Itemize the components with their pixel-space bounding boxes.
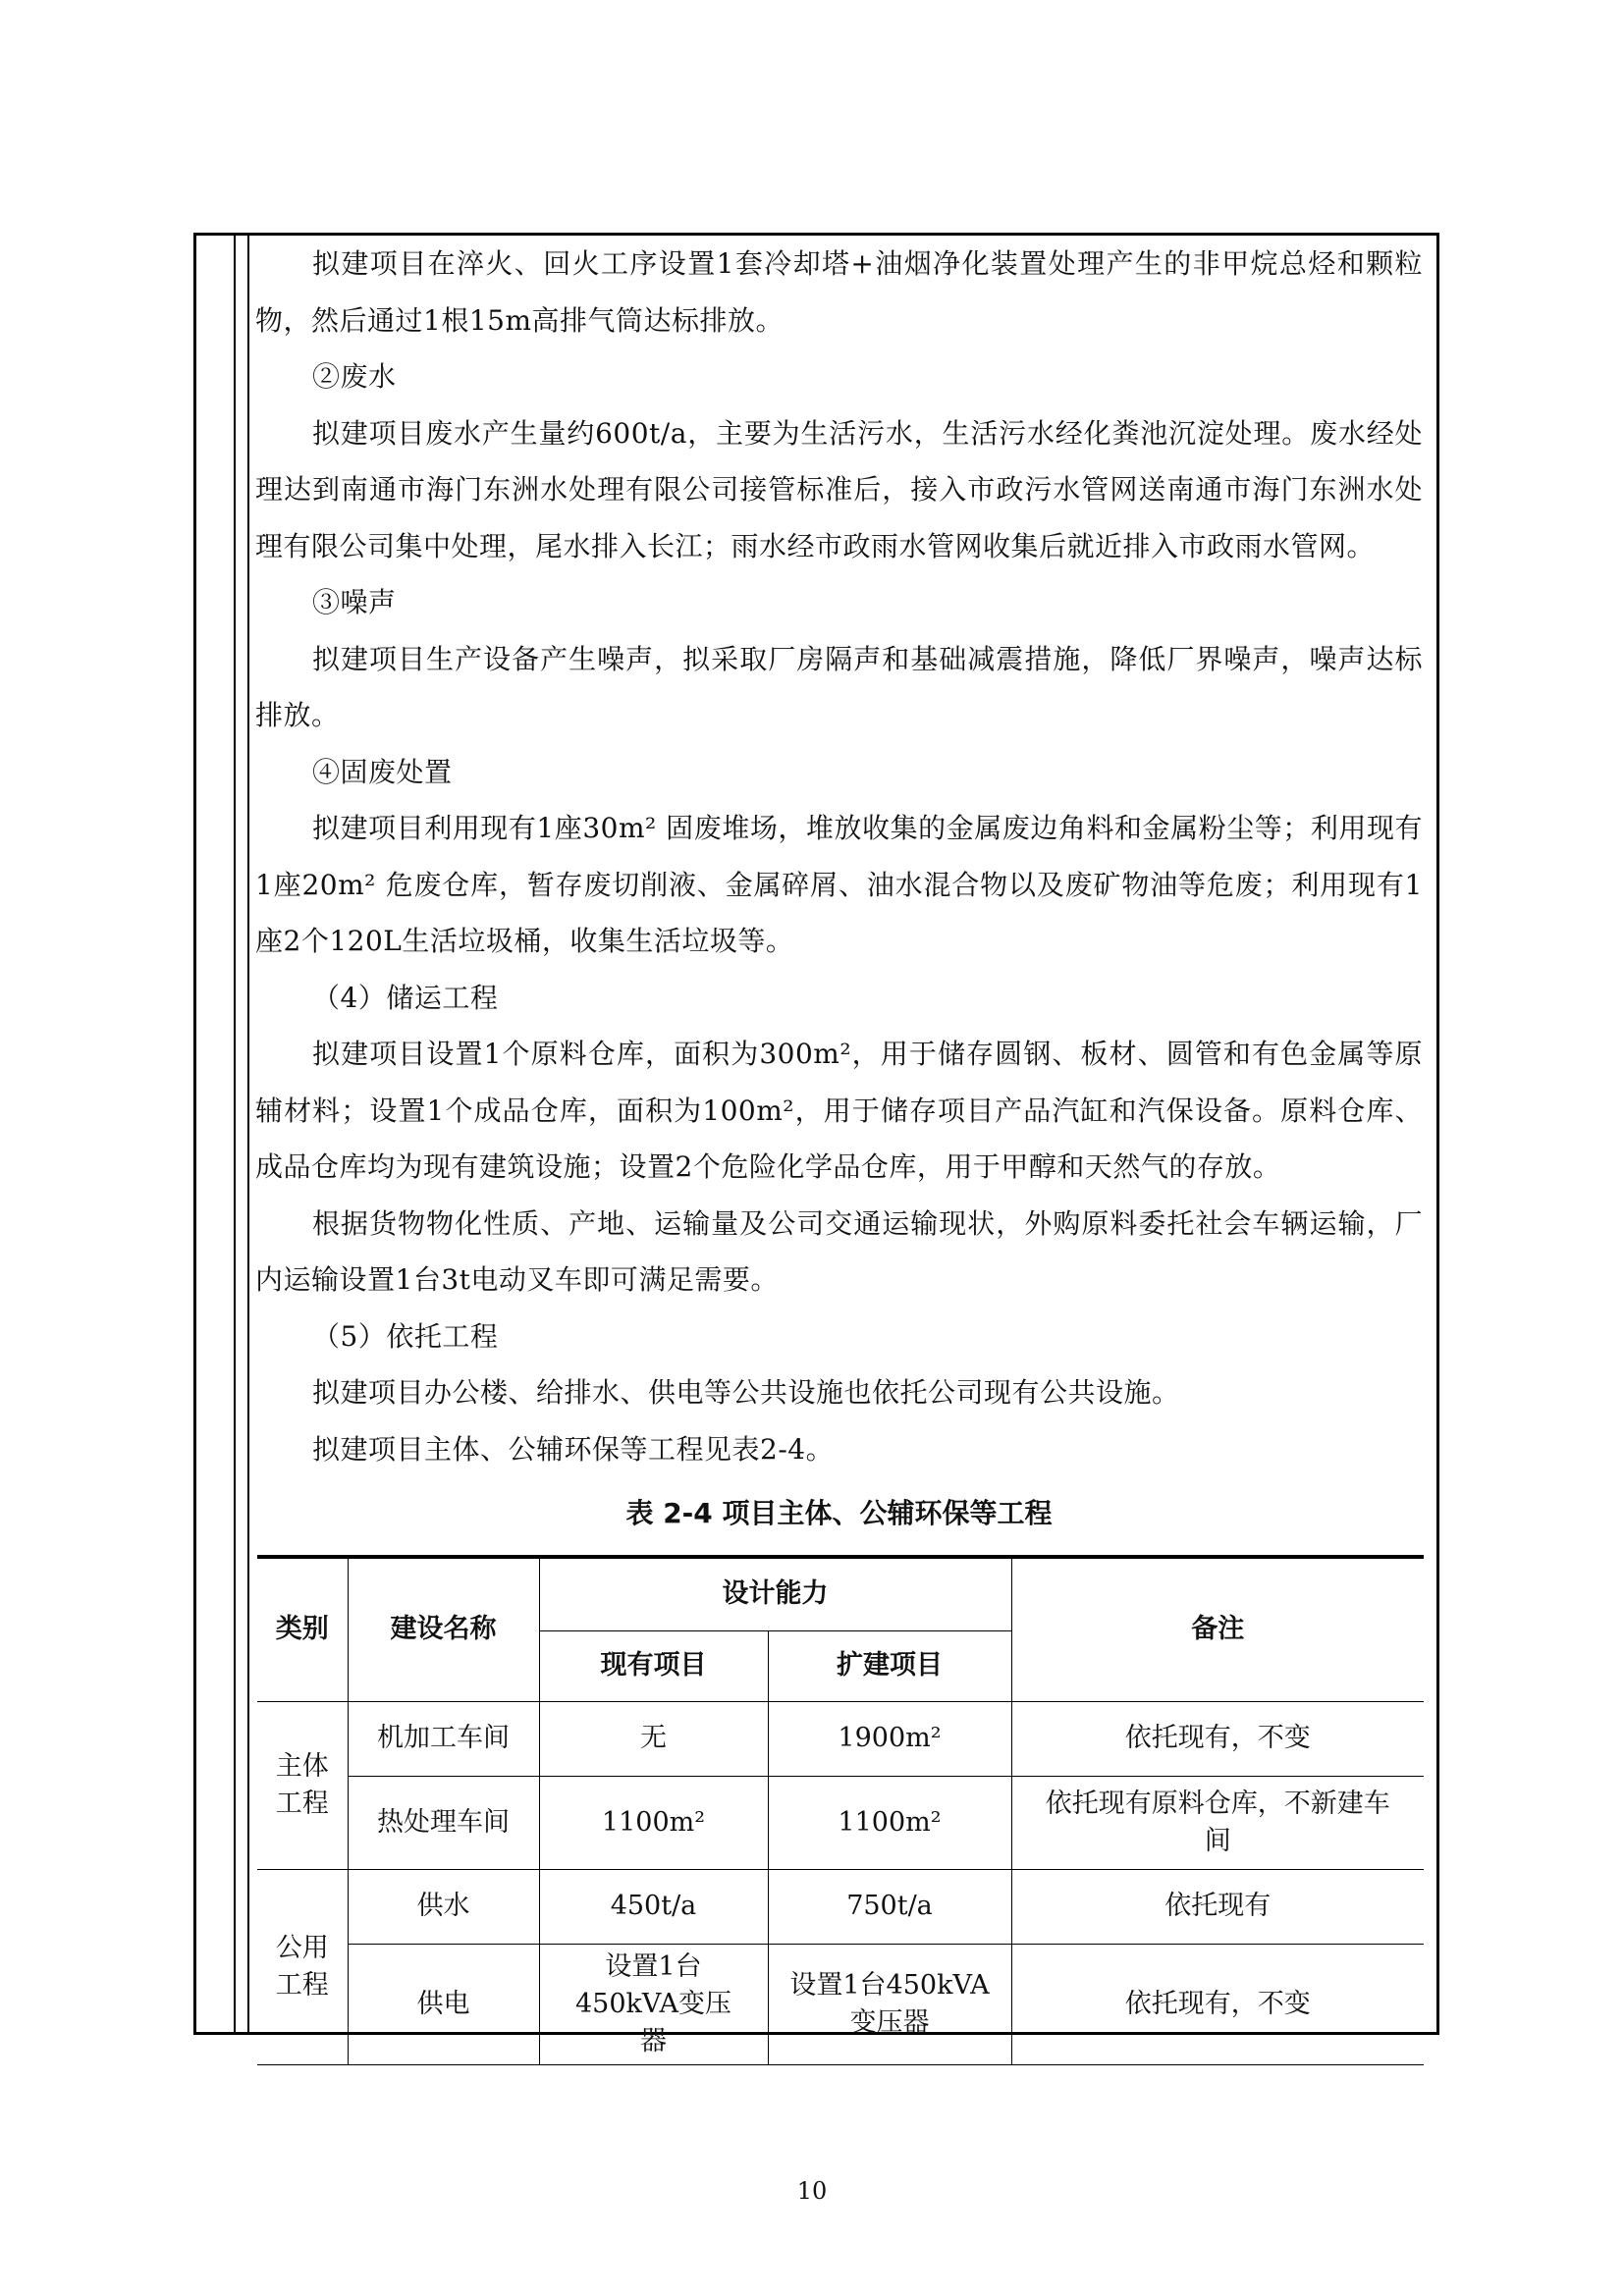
- left-column-rule: [234, 236, 249, 2032]
- header-remarks: 备注: [1011, 1557, 1424, 1701]
- heading-wastewater: ②废水: [312, 360, 397, 393]
- paragraph-exhaust: 拟建项目在淬火、回火工序设置1套冷却塔+油烟净化装置处理产生的非甲烷总烃和颗粒物，然后通过1根15m高排气筒达标排放。: [255, 247, 1423, 337]
- category-cell: 公用工程: [257, 1869, 348, 2064]
- table-cell-expansion: 1100m²: [768, 1776, 1011, 1869]
- table-cell-expansion: 1900m²: [768, 1701, 1011, 1776]
- table-cell-name: 热处理车间: [348, 1776, 539, 1869]
- paragraph-solid-waste: 拟建项目利用现有1座30m² 固废堆场，堆放收集的金属废边角料和金属粉尘等；利用现有1座20m² 危废仓库，暂存废切削液、金属碎屑、油水混合物以及废矿物油等危废；利用现有1座2个120L生活垃圾桶，收集生活垃圾等。: [255, 812, 1423, 957]
- paragraph-support: 拟建项目办公楼、给排水、供电等公共设施也依托公司现有公共设施。: [312, 1376, 1180, 1409]
- table-cell-remarks: 依托现有，不变: [1011, 1701, 1424, 1776]
- page-number: 10: [796, 2177, 828, 2205]
- table-cell-remarks: 依托现有: [1011, 1869, 1424, 1944]
- header-existing: 现有项目: [539, 1630, 768, 1701]
- heading-solid-waste: ④固废处置: [312, 755, 453, 788]
- category-cell: 主体工程: [257, 1701, 348, 1869]
- table-cell-remarks: 依托现有原料仓库，不新建车间: [1011, 1776, 1424, 1869]
- header-name: 建设名称: [348, 1557, 539, 1701]
- table-cell-existing: 450t/a: [539, 1869, 768, 1944]
- paragraph-noise: 拟建项目生产设备产生噪声，拟采取厂房隔声和基础减震措施，降低厂界噪声，噪声达标排放。: [255, 642, 1423, 731]
- table-cell-expansion: 750t/a: [768, 1869, 1011, 1944]
- table-cell-existing: 无: [539, 1701, 768, 1776]
- table-title: 表 2-4 项目主体、公辅环保等工程: [625, 1497, 1053, 1529]
- table-cell-name: 供水: [348, 1869, 539, 1944]
- header-category: 类别: [257, 1557, 348, 1701]
- paragraph-transport: 根据货物物化性质、产地、运输量及公司交通运输现状，外购原料委托社会车辆运输，厂内运输设置1台3t电动叉车即可满足需要。: [255, 1206, 1423, 1296]
- heading-support: （5）依托工程: [312, 1319, 499, 1353]
- table-cell-expansion: 设置1台450kVA变压器: [768, 1944, 1011, 2064]
- paragraph-wastewater: 拟建项目废水产生量约600t/a，主要为生活污水，生活污水经化粪池沉淀处理。废水经处理达到南通市海门东洲水处理有限公司接管标准后，接入市政污水管网送南通市海门东洲水处理有限公司集中处理，尾水排入长江；雨水经市政雨水管网收集后就近排入市政雨水管网。: [255, 416, 1423, 562]
- table-cell-existing: 1100m²: [539, 1776, 768, 1869]
- content-frame: [193, 233, 1439, 2056]
- table-cell-name: 机加工车间: [348, 1701, 539, 1776]
- engineering-table: [257, 1555, 1424, 2065]
- table-cell-remarks: 依托现有，不变: [1011, 1944, 1424, 2064]
- table-cell-name: 供电: [348, 1944, 539, 2064]
- header-expansion: 扩建项目: [768, 1630, 1011, 1701]
- content-area: [255, 236, 1423, 2065]
- table-cell-existing: 设置1台450kVA变压器: [539, 1944, 768, 2064]
- paragraph-storage: 拟建项目设置1个原料仓库，面积为300m²，用于储存圆钢、板材、圆管和有色金属等原辅材料；设置1个成品仓库，面积为100m²，用于储存项目产品汽缸和汽保设备。原料仓库、成品仓库均为现有建筑设施；设置2个危险化学品仓库，用于甲醇和天然气的存放。: [255, 1038, 1423, 1183]
- paragraph-table-ref: 拟建项目主体、公辅环保等工程见表2-4。: [312, 1432, 835, 1466]
- heading-noise: ③噪声: [312, 586, 397, 618]
- header-design-capacity: 设计能力: [539, 1557, 1011, 1630]
- heading-storage: （4）储运工程: [312, 981, 499, 1014]
